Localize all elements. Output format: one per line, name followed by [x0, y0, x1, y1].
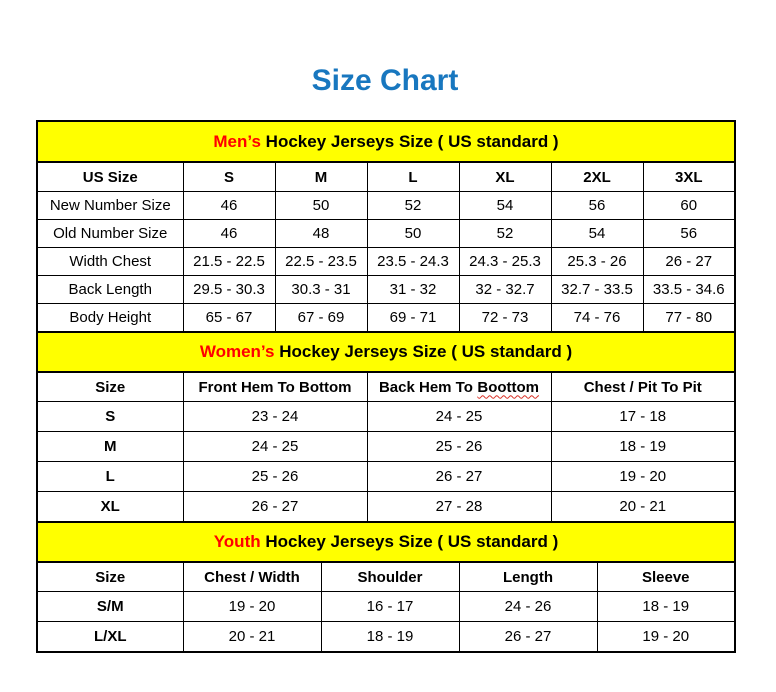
- table-cell: 18 - 19: [597, 592, 735, 622]
- size-label: S: [37, 402, 183, 432]
- table-cell: 20 - 21: [183, 622, 321, 653]
- size-label: S/M: [37, 592, 183, 622]
- table-cell: 65 - 67: [183, 304, 275, 333]
- table-cell: 24 - 25: [183, 432, 367, 462]
- table-row: [37, 592, 735, 622]
- table-cell: 54: [551, 220, 643, 248]
- column-header: Shoulder: [321, 562, 459, 592]
- table-row: [37, 248, 735, 276]
- table-cell: 52: [459, 220, 551, 248]
- table-cell: 19 - 20: [183, 592, 321, 622]
- table-row: [37, 462, 735, 492]
- misspelled-word: Boottom: [477, 378, 540, 396]
- table-cell: 72 - 73: [459, 304, 551, 333]
- table-row: [37, 276, 735, 304]
- mens-header-row: [37, 162, 735, 192]
- mens-section-title-highlight: Men’s: [213, 131, 261, 151]
- column-header: Front Hem To Bottom: [183, 372, 367, 402]
- table-cell: 23.5 - 24.3: [367, 248, 459, 276]
- table-cell: 26 - 27: [459, 622, 597, 653]
- row-label: Old Number Size: [37, 220, 183, 248]
- table-row: [37, 432, 735, 462]
- youth-section-title-rest: Hockey Jerseys Size ( US standard ): [265, 532, 559, 551]
- table-cell: 50: [367, 220, 459, 248]
- table-cell: 31 - 32: [367, 276, 459, 304]
- size-label: XL: [37, 492, 183, 523]
- row-label: Width Chest: [37, 248, 183, 276]
- column-header: 2XL: [551, 162, 643, 192]
- table-row: [37, 492, 735, 523]
- table-cell: 46: [183, 220, 275, 248]
- table-cell: 52: [367, 192, 459, 220]
- table-cell: 19 - 20: [597, 622, 735, 653]
- column-header: Size: [37, 372, 183, 402]
- size-label: M: [37, 432, 183, 462]
- table-cell: 33.5 - 34.6: [643, 276, 735, 304]
- table-cell: 26 - 27: [367, 462, 551, 492]
- table-cell: 46: [183, 192, 275, 220]
- table-cell: 56: [643, 220, 735, 248]
- womens-section-band: [37, 332, 735, 372]
- column-header: Size: [37, 562, 183, 592]
- table-cell: 77 - 80: [643, 304, 735, 333]
- youth-section-title: [37, 522, 735, 562]
- womens-header-row: [37, 372, 735, 402]
- table-cell: 24 - 26: [459, 592, 597, 622]
- table-cell: 21.5 - 22.5: [183, 248, 275, 276]
- mens-section-title-rest: Hockey Jerseys Size ( US standard ): [265, 131, 559, 151]
- table-cell: 22.5 - 23.5: [275, 248, 367, 276]
- column-header: M: [275, 162, 367, 192]
- table-cell: 30.3 - 31: [275, 276, 367, 304]
- table-cell: 24.3 - 25.3: [459, 248, 551, 276]
- column-header: Length: [459, 562, 597, 592]
- column-header: S: [183, 162, 275, 192]
- row-label: New Number Size: [37, 192, 183, 220]
- column-header: 3XL: [643, 162, 735, 192]
- table-cell: 50: [275, 192, 367, 220]
- youth-section-band: [37, 522, 735, 562]
- table-cell: 19 - 20: [551, 462, 735, 492]
- table-cell: 26 - 27: [643, 248, 735, 276]
- table-cell: 29.5 - 30.3: [183, 276, 275, 304]
- youth-header-row: [37, 562, 735, 592]
- table-cell: 60: [643, 192, 735, 220]
- column-header: Chest / Pit To Pit: [551, 372, 735, 402]
- table-row: [37, 192, 735, 220]
- table-cell: 25 - 26: [183, 462, 367, 492]
- column-header: [367, 372, 551, 402]
- table-cell: 32 - 32.7: [459, 276, 551, 304]
- column-header-text: Back Hem To: [378, 378, 473, 396]
- table-cell: 25 - 26: [367, 432, 551, 462]
- size-chart-table: [36, 120, 736, 653]
- table-cell: 17 - 18: [551, 402, 735, 432]
- table-cell: 24 - 25: [367, 402, 551, 432]
- page-title: Size Chart: [311, 64, 459, 97]
- table-cell: 48: [275, 220, 367, 248]
- size-label: L/XL: [37, 622, 183, 653]
- table-cell: 74 - 76: [551, 304, 643, 333]
- table-cell: 25.3 - 26: [551, 248, 643, 276]
- column-header: XL: [459, 162, 551, 192]
- size-label: L: [37, 462, 183, 492]
- table-cell: 56: [551, 192, 643, 220]
- womens-section-title-rest: Hockey Jerseys Size ( US standard ): [279, 342, 573, 361]
- table-row: [37, 304, 735, 333]
- table-cell: 54: [459, 192, 551, 220]
- table-cell: 18 - 19: [551, 432, 735, 462]
- row-label: Back Length: [37, 276, 183, 304]
- table-cell: 69 - 71: [367, 304, 459, 333]
- row-label: Body Height: [37, 304, 183, 333]
- table-cell: 18 - 19: [321, 622, 459, 653]
- mens-section-band: [37, 121, 735, 162]
- table-row: [37, 220, 735, 248]
- table-cell: 20 - 21: [551, 492, 735, 523]
- table-cell: 27 - 28: [367, 492, 551, 523]
- table-cell: 16 - 17: [321, 592, 459, 622]
- column-header: Chest / Width: [183, 562, 321, 592]
- womens-section-title: [37, 332, 735, 372]
- table-cell: 26 - 27: [183, 492, 367, 523]
- table-row: [37, 402, 735, 432]
- table-cell: 32.7 - 33.5: [551, 276, 643, 304]
- table-row: [37, 622, 735, 653]
- column-header: Sleeve: [597, 562, 735, 592]
- mens-section-title: [37, 121, 735, 162]
- table-cell: 67 - 69: [275, 304, 367, 333]
- column-header: L: [367, 162, 459, 192]
- column-header: US Size: [37, 162, 183, 192]
- youth-section-title-highlight: Youth: [213, 532, 261, 551]
- womens-section-title-highlight: Women’s: [199, 342, 275, 361]
- table-cell: 23 - 24: [183, 402, 367, 432]
